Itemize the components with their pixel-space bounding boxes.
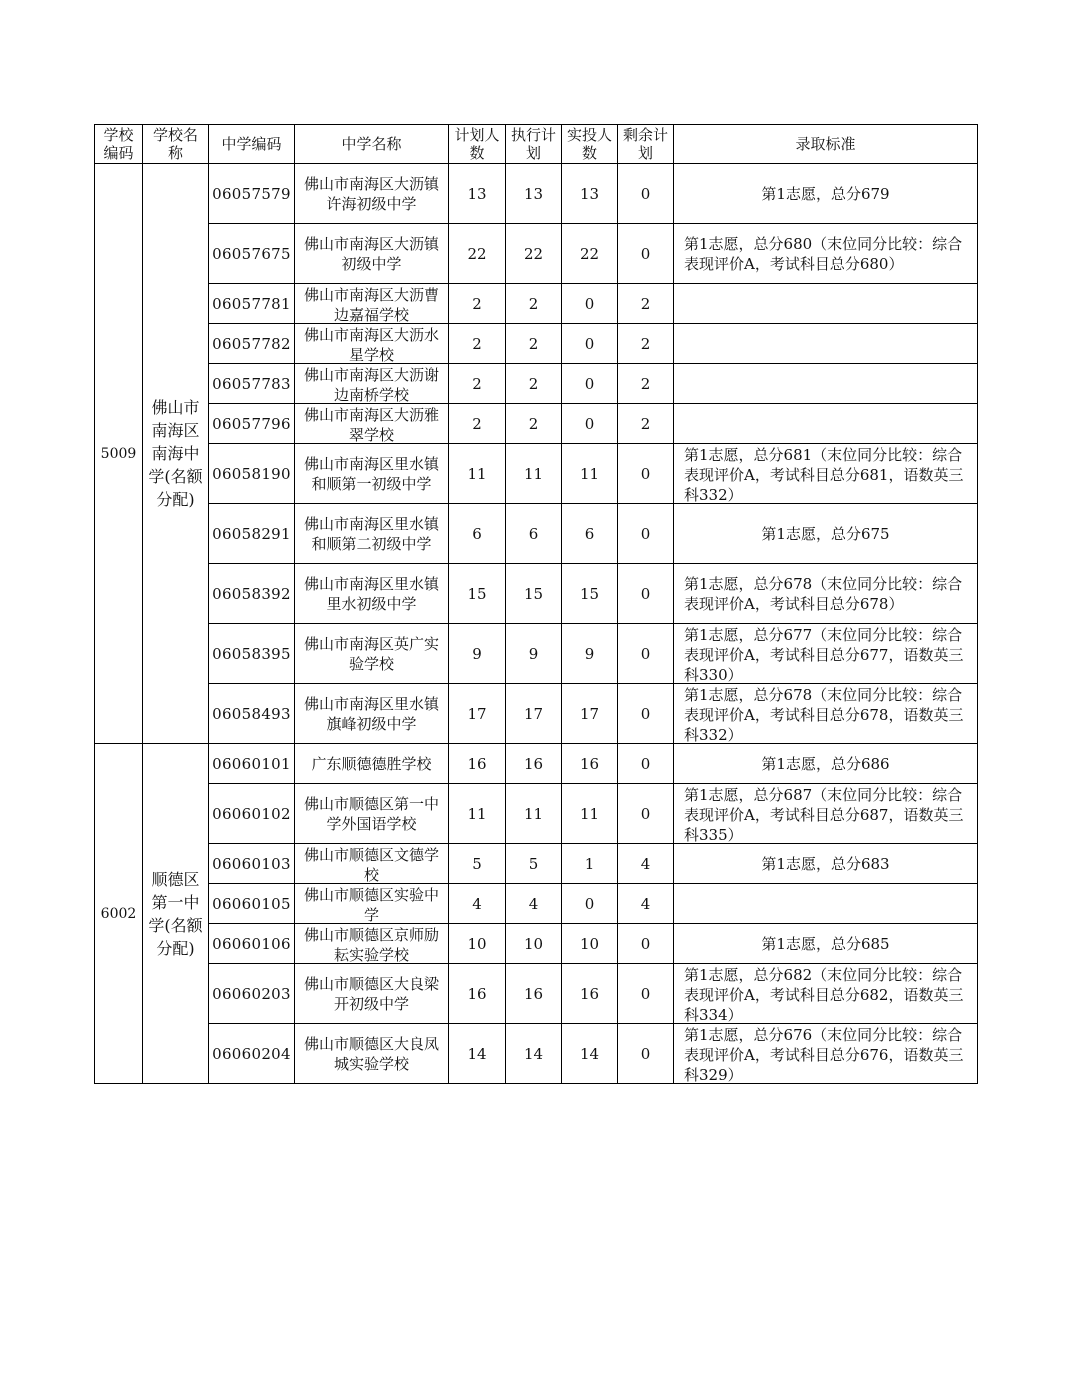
- actual-cell-text: 1: [584, 854, 595, 873]
- remain-cell: [618, 564, 674, 624]
- header-exec: 执行计划: [506, 125, 562, 164]
- plan-cell: [449, 744, 506, 784]
- actual-cell-text: 14: [579, 1044, 600, 1063]
- actual-cell: [562, 164, 618, 224]
- remain-cell-text: 0: [640, 754, 651, 773]
- header-plan: 计划人数: [449, 125, 506, 164]
- exec-cell-text: 2: [528, 334, 539, 353]
- exec-cell: [506, 504, 562, 564]
- remain-cell: [618, 444, 674, 504]
- mid-name-cell-text: 佛山市南海区里水镇旗峰初级中学: [303, 694, 439, 733]
- mid-code-cell-text: 06060106: [212, 934, 291, 953]
- remain-cell-text: 0: [640, 804, 651, 823]
- mid-name-cell-text: 佛山市顺德区文德学校: [303, 845, 439, 883]
- table-row: [95, 364, 978, 404]
- exec-cell-text: 9: [528, 644, 539, 663]
- actual-cell-text: 9: [584, 644, 595, 663]
- mid-name-cell-text: 佛山市顺德区京师励耘实验学校: [303, 925, 439, 963]
- standard-cell: [674, 684, 978, 744]
- exec-cell-text: 17: [523, 704, 544, 723]
- standard-cell-text: 第1志愿，总分679: [761, 184, 890, 203]
- mid-name-cell: [295, 324, 449, 364]
- plan-cell: [449, 924, 506, 964]
- header-mid-name: 中学名称: [295, 125, 449, 164]
- plan-cell: [449, 364, 506, 404]
- table-row: [95, 324, 978, 364]
- remain-cell-text: 2: [640, 414, 651, 433]
- table-row: [95, 744, 978, 784]
- actual-cell: [562, 784, 618, 844]
- mid-name-cell-text: 佛山市南海区大沥水星学校: [303, 325, 439, 363]
- mid-code-cell-text: 06057781: [212, 294, 291, 313]
- mid-code-cell-text: 06057579: [212, 184, 291, 203]
- plan-cell-text: 17: [467, 704, 487, 723]
- table-row: [95, 444, 978, 504]
- actual-cell-text: 0: [584, 334, 595, 353]
- standard-cell: [674, 224, 978, 284]
- plan-cell: [449, 224, 506, 284]
- plan-cell: [449, 884, 506, 924]
- mid-name-cell-text: 佛山市南海区里水镇里水初级中学: [303, 574, 439, 613]
- plan-cell-text: 4: [472, 894, 482, 913]
- standard-cell: [674, 744, 978, 784]
- exec-cell-text: 11: [523, 804, 544, 823]
- actual-cell-text: 15: [579, 584, 600, 603]
- standard-cell: [674, 844, 978, 884]
- table-row: [95, 964, 978, 1024]
- actual-cell-text: 11: [579, 804, 600, 823]
- mid-code-cell: [209, 964, 295, 1024]
- plan-cell: [449, 624, 506, 684]
- remain-cell-text: 0: [640, 984, 651, 1003]
- plan-cell-text: 10: [467, 934, 487, 953]
- standard-cell-text: 第1志愿，总分685: [761, 934, 890, 953]
- plan-cell: [449, 324, 506, 364]
- exec-cell: [506, 364, 562, 404]
- remain-cell-text: 0: [640, 184, 651, 203]
- standard-cell: [674, 364, 978, 404]
- mid-code-cell-text: 06060103: [212, 854, 291, 873]
- plan-cell-text: 15: [467, 584, 487, 603]
- mid-code-cell-text: 06060105: [212, 894, 291, 913]
- mid-code-cell: [209, 504, 295, 564]
- exec-cell: [506, 784, 562, 844]
- standard-cell: [674, 624, 978, 684]
- mid-name-cell: [295, 224, 449, 284]
- mid-name-cell-text: 佛山市南海区大沥曹边嘉福学校: [303, 285, 439, 323]
- standard-cell: [674, 564, 978, 624]
- mid-code-cell-text: 06060102: [212, 804, 291, 823]
- table-row: [95, 504, 978, 564]
- mid-code-cell: [209, 224, 295, 284]
- table-row: [95, 404, 978, 444]
- remain-cell-text: 2: [640, 334, 651, 353]
- actual-cell: [562, 564, 618, 624]
- mid-name-cell: [295, 844, 449, 884]
- standard-cell-text: 第1志愿，总分678（末位同分比较：综合表现评价A，考试科目总分678，语数英三科332）: [684, 685, 964, 743]
- exec-cell: [506, 224, 562, 284]
- table-row: [95, 844, 978, 884]
- standard-cell-text: 第1志愿，总分682（末位同分比较：综合表现评价A，考试科目总分682，语数英三科334）: [684, 965, 964, 1023]
- remain-cell-text: 4: [640, 854, 651, 873]
- mid-code-cell-text: 06060203: [212, 984, 291, 1003]
- mid-code-cell: [209, 924, 295, 964]
- table-row: [95, 164, 978, 224]
- exec-cell-text: 2: [528, 414, 539, 433]
- standard-cell-text: 第1志愿，总分676（末位同分比较：综合表现评价A，考试科目总分676，语数英三科329）: [684, 1025, 964, 1083]
- school-code-cell: 5009: [95, 164, 143, 744]
- actual-cell: [562, 884, 618, 924]
- actual-cell-text: 0: [584, 294, 595, 313]
- actual-cell: [562, 444, 618, 504]
- actual-cell-text: 16: [579, 754, 600, 773]
- standard-cell: [674, 404, 978, 444]
- actual-cell: [562, 924, 618, 964]
- actual-cell-text: 13: [579, 184, 600, 203]
- mid-name-cell-text: 广东顺德德胜学校: [311, 754, 432, 773]
- remain-cell-text: 4: [640, 894, 651, 913]
- standard-cell: [674, 924, 978, 964]
- mid-code-cell: [209, 284, 295, 324]
- exec-cell-text: 2: [528, 374, 539, 393]
- mid-name-cell-text: 佛山市南海区大沥镇许海初级中学: [303, 174, 439, 213]
- exec-cell-text: 14: [523, 1044, 544, 1063]
- remain-cell-text: 2: [640, 294, 651, 313]
- plan-cell-text: 2: [472, 294, 482, 313]
- mid-code-cell: [209, 784, 295, 844]
- admission-table: [94, 124, 978, 1084]
- standard-cell-text: 第1志愿，总分680（末位同分比较：综合表现评价A，考试科目总分680）: [684, 234, 963, 273]
- remain-cell: [618, 684, 674, 744]
- mid-name-cell-text: 佛山市顺德区大良梁开初级中学: [303, 974, 439, 1013]
- mid-code-cell: [209, 884, 295, 924]
- plan-cell-text: 22: [467, 244, 487, 263]
- table-body: [95, 164, 978, 1084]
- exec-cell-text: 13: [523, 184, 544, 203]
- mid-name-cell: [295, 784, 449, 844]
- plan-cell: [449, 964, 506, 1024]
- plan-cell: [449, 284, 506, 324]
- actual-cell-text: 0: [584, 894, 595, 913]
- remain-cell: [618, 164, 674, 224]
- remain-cell: [618, 784, 674, 844]
- remain-cell: [618, 1024, 674, 1084]
- mid-code-cell: [209, 164, 295, 224]
- actual-cell-text: 10: [579, 934, 600, 953]
- standard-cell-text: 第1志愿，总分675: [761, 524, 890, 543]
- remain-cell: [618, 364, 674, 404]
- remain-cell-text: 0: [640, 244, 651, 263]
- actual-cell-text: 16: [579, 984, 600, 1003]
- plan-cell: [449, 504, 506, 564]
- mid-code-cell: [209, 444, 295, 504]
- plan-cell: [449, 684, 506, 744]
- standard-cell-text: 第1志愿，总分678（末位同分比较：综合表现评价A，考试科目总分678）: [684, 574, 963, 613]
- mid-name-cell: [295, 964, 449, 1024]
- plan-cell-text: 11: [467, 804, 487, 823]
- header-standard: 录取标准: [674, 125, 978, 164]
- actual-cell-text: 17: [579, 704, 600, 723]
- exec-cell-text: 4: [528, 894, 539, 913]
- exec-cell-text: 15: [523, 584, 544, 603]
- standard-cell-text: 第1志愿，总分686: [761, 754, 890, 773]
- plan-cell: [449, 444, 506, 504]
- mid-code-cell-text: 06058392: [212, 584, 291, 603]
- actual-cell: [562, 324, 618, 364]
- mid-code-cell: [209, 1024, 295, 1084]
- mid-name-cell: [295, 444, 449, 504]
- exec-cell: [506, 884, 562, 924]
- exec-cell: [506, 284, 562, 324]
- actual-cell: [562, 744, 618, 784]
- table-row: [95, 1024, 978, 1084]
- school-name-cell: 顺德区第一中学(名额分配): [143, 744, 209, 1084]
- plan-cell-text: 6: [472, 524, 482, 543]
- exec-cell-text: 16: [523, 984, 544, 1003]
- remain-cell: [618, 844, 674, 884]
- plan-cell-text: 2: [472, 374, 482, 393]
- mid-code-cell: [209, 364, 295, 404]
- remain-cell: [618, 624, 674, 684]
- mid-code-cell-text: 06058291: [212, 524, 291, 543]
- mid-name-cell: [295, 564, 449, 624]
- standard-cell: [674, 884, 978, 924]
- table-row: [95, 684, 978, 744]
- plan-cell: [449, 164, 506, 224]
- table-row: [95, 284, 978, 324]
- standard-cell: [674, 284, 978, 324]
- exec-cell: [506, 744, 562, 784]
- mid-name-cell-text: 佛山市南海区大沥雅翠学校: [303, 405, 439, 443]
- plan-cell-text: 5: [472, 854, 482, 873]
- mid-code-cell-text: 06057783: [212, 374, 291, 393]
- mid-code-cell: [209, 744, 295, 784]
- exec-cell: [506, 624, 562, 684]
- plan-cell: [449, 404, 506, 444]
- actual-cell: [562, 844, 618, 884]
- plan-cell: [449, 784, 506, 844]
- actual-cell: [562, 504, 618, 564]
- standard-cell: [674, 504, 978, 564]
- mid-name-cell: [295, 884, 449, 924]
- table-row: [95, 224, 978, 284]
- plan-cell-text: 13: [467, 184, 487, 203]
- actual-cell: [562, 684, 618, 744]
- mid-code-cell-text: 06057675: [212, 244, 291, 263]
- remain-cell: [618, 324, 674, 364]
- actual-cell-text: 0: [584, 414, 595, 433]
- remain-cell: [618, 504, 674, 564]
- mid-name-cell: [295, 1024, 449, 1084]
- exec-cell: [506, 324, 562, 364]
- mid-name-cell: [295, 404, 449, 444]
- remain-cell: [618, 964, 674, 1024]
- remain-cell-text: 0: [640, 934, 651, 953]
- plan-cell-text: 14: [467, 1044, 487, 1063]
- mid-code-cell-text: 06060101: [212, 754, 291, 773]
- mid-name-cell-text: 佛山市南海区大沥镇初级中学: [303, 234, 439, 273]
- actual-cell: [562, 964, 618, 1024]
- mid-code-cell-text: 06060204: [212, 1044, 291, 1063]
- remain-cell: [618, 884, 674, 924]
- actual-cell-text: 11: [579, 464, 600, 483]
- mid-code-cell: [209, 324, 295, 364]
- remain-cell: [618, 404, 674, 444]
- school-code-cell: 6002: [95, 744, 143, 1084]
- standard-cell-text: 第1志愿，总分677（末位同分比较：综合表现评价A，考试科目总分677，语数英三科330）: [684, 625, 964, 683]
- mid-code-cell: [209, 564, 295, 624]
- standard-cell-text: 第1志愿，总分687（末位同分比较：综合表现评价A，考试科目总分687，语数英三科335）: [684, 785, 964, 843]
- header-actual: 实投人数: [562, 125, 618, 164]
- standard-cell-text: 第1志愿，总分683: [761, 854, 890, 873]
- plan-cell-text: 2: [472, 334, 482, 353]
- standard-cell: [674, 164, 978, 224]
- mid-name-cell-text: 佛山市顺德区实验中学: [303, 885, 439, 923]
- mid-code-cell-text: 06057796: [212, 414, 291, 433]
- actual-cell-text: 0: [584, 374, 595, 393]
- remain-cell-text: 2: [640, 374, 651, 393]
- actual-cell: [562, 404, 618, 444]
- table-row: [95, 564, 978, 624]
- exec-cell: [506, 404, 562, 444]
- mid-name-cell: [295, 504, 449, 564]
- actual-cell: [562, 624, 618, 684]
- exec-cell: [506, 844, 562, 884]
- standard-cell: [674, 324, 978, 364]
- mid-name-cell-text: 佛山市南海区大沥谢边南桥学校: [303, 365, 439, 403]
- mid-code-cell: [209, 624, 295, 684]
- mid-name-cell: [295, 284, 449, 324]
- plan-cell-text: 2: [472, 414, 482, 433]
- mid-name-cell-text: 佛山市南海区里水镇和顺第二初级中学: [303, 514, 439, 553]
- standard-cell-text: 第1志愿，总分681（末位同分比较：综合表现评价A，考试科目总分681，语数英三科332）: [684, 445, 964, 503]
- plan-cell-text: 11: [467, 464, 487, 483]
- actual-cell-text: 22: [579, 244, 600, 263]
- remain-cell: [618, 284, 674, 324]
- plan-cell: [449, 1024, 506, 1084]
- plan-cell-text: 16: [467, 754, 487, 773]
- exec-cell: [506, 444, 562, 504]
- remain-cell: [618, 224, 674, 284]
- exec-cell-text: 2: [528, 294, 539, 313]
- remain-cell-text: 0: [640, 524, 651, 543]
- mid-name-cell-text: 佛山市顺德区大良凤城实验学校: [303, 1034, 439, 1073]
- exec-cell-text: 11: [523, 464, 544, 483]
- exec-cell: [506, 164, 562, 224]
- mid-name-cell: [295, 744, 449, 784]
- exec-cell: [506, 964, 562, 1024]
- plan-cell-text: 16: [467, 984, 487, 1003]
- exec-cell: [506, 1024, 562, 1084]
- mid-code-cell-text: 06057782: [212, 334, 291, 353]
- exec-cell: [506, 684, 562, 744]
- remain-cell-text: 0: [640, 584, 651, 603]
- table-row: [95, 784, 978, 844]
- mid-name-cell-text: 佛山市南海区里水镇和顺第一初级中学: [303, 454, 439, 493]
- standard-cell: [674, 1024, 978, 1084]
- mid-code-cell-text: 06058493: [212, 704, 291, 723]
- mid-name-cell: [295, 364, 449, 404]
- plan-cell: [449, 844, 506, 884]
- exec-cell: [506, 564, 562, 624]
- standard-cell: [674, 964, 978, 1024]
- remain-cell: [618, 924, 674, 964]
- mid-code-cell: [209, 844, 295, 884]
- mid-name-cell: [295, 924, 449, 964]
- exec-cell-text: 6: [528, 524, 539, 543]
- header-school-name: 学校名称: [143, 125, 209, 164]
- standard-cell: [674, 444, 978, 504]
- mid-code-cell: [209, 684, 295, 744]
- header-mid-code: 中学编码: [209, 125, 295, 164]
- mid-code-cell-text: 06058190: [212, 464, 291, 483]
- mid-code-cell: [209, 404, 295, 444]
- table-row: [95, 624, 978, 684]
- header-remain: 剩余计划: [618, 125, 674, 164]
- mid-name-cell: [295, 684, 449, 744]
- remain-cell-text: 0: [640, 464, 651, 483]
- header-school-code: 学校编码: [95, 125, 143, 164]
- remain-cell-text: 0: [640, 644, 651, 663]
- mid-name-cell: [295, 624, 449, 684]
- mid-code-cell-text: 06058395: [212, 644, 291, 663]
- actual-cell: [562, 284, 618, 324]
- mid-name-cell-text: 佛山市顺德区第一中学外国语学校: [303, 794, 439, 833]
- remain-cell-text: 0: [640, 704, 651, 723]
- table-row: [95, 924, 978, 964]
- school-name-cell: 佛山市南海区南海中学(名额分配): [143, 164, 209, 744]
- header-row: [95, 125, 978, 164]
- mid-name-cell-text: 佛山市南海区英广实验学校: [303, 634, 439, 673]
- exec-cell-text: 5: [528, 854, 539, 873]
- table-row: [95, 884, 978, 924]
- actual-cell-text: 6: [584, 524, 595, 543]
- actual-cell: [562, 224, 618, 284]
- plan-cell: [449, 564, 506, 624]
- plan-cell-text: 9: [472, 644, 482, 663]
- exec-cell: [506, 924, 562, 964]
- remain-cell: [618, 744, 674, 784]
- standard-cell: [674, 784, 978, 844]
- actual-cell: [562, 364, 618, 404]
- actual-cell: [562, 1024, 618, 1084]
- exec-cell-text: 16: [523, 754, 544, 773]
- exec-cell-text: 22: [523, 244, 544, 263]
- exec-cell-text: 10: [523, 934, 544, 953]
- remain-cell-text: 0: [640, 1044, 651, 1063]
- mid-name-cell: [295, 164, 449, 224]
